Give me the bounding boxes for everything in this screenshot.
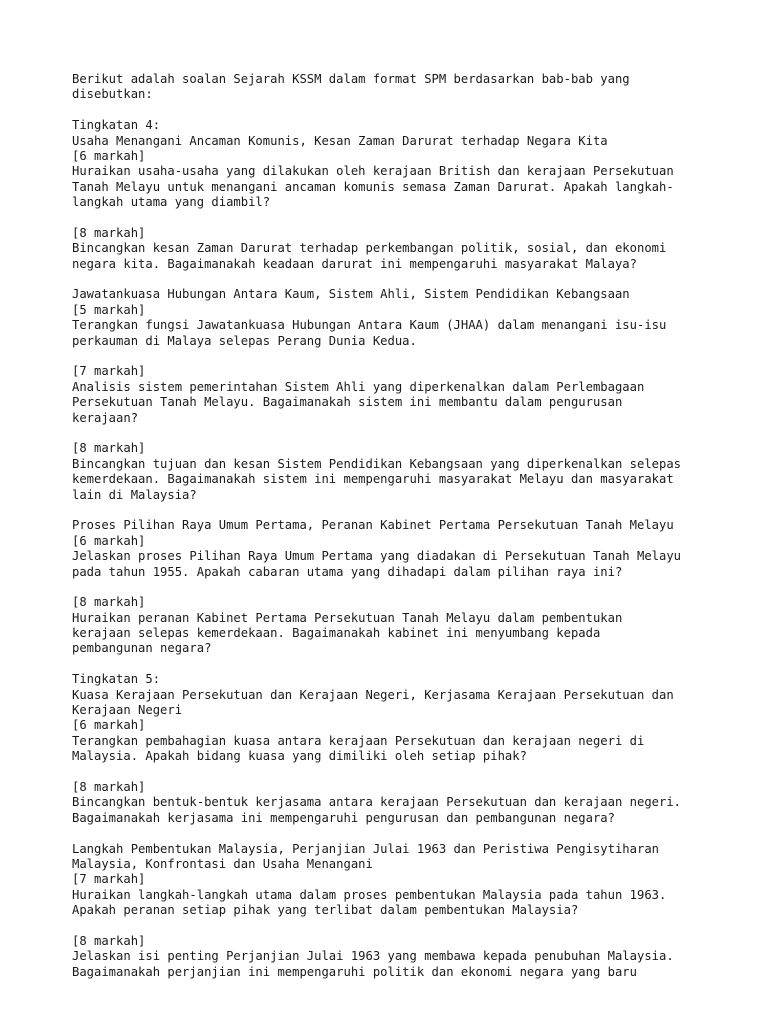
question-text: langkah utama yang diambil? bbox=[72, 195, 271, 210]
question-text: Huraikan langkah-langkah utama dalam proses pembentukan Malaysia pada tahun 1963. bbox=[72, 887, 667, 902]
question-text: Jelaskan isi penting Perjanjian Julai 1963 yang membawa kepada penubuhan Malaysia. bbox=[72, 949, 674, 964]
question-text: Bincangkan bentuk-bentuk kerjasama antara kerajaan Persekutuan dan kerajaan negeri. bbox=[72, 795, 682, 810]
blank-line bbox=[72, 503, 712, 518]
topic-heading: Jawatankuasa Hubungan Antara Kaum, Sistem Ahli, Sistem Pendidikan Kebangsaan bbox=[72, 287, 630, 302]
marks-label: [5 markah] bbox=[72, 302, 146, 317]
topic-heading: Kerajaan Negeri bbox=[72, 703, 183, 718]
question-text: Jelaskan proses Pilihan Raya Umum Pertama yang diadakan di Persekutuan Tanah Melayu bbox=[72, 549, 682, 564]
question-text: perkauman di Malaya selepas Perang Dunia Kedua. bbox=[72, 333, 417, 348]
marks-label: [8 markah] bbox=[72, 595, 146, 610]
blank-line bbox=[72, 826, 712, 841]
text-line: disebutkan: bbox=[72, 87, 153, 102]
marks-label: [6 markah] bbox=[72, 718, 146, 733]
document-body bbox=[72, 72, 712, 980]
question-text: Malaysia. Apakah bidang kuasa yang dimiliki oleh setiap pihak? bbox=[72, 749, 527, 764]
blank-line bbox=[72, 103, 712, 118]
question-text: kerajaan selepas kemerdekaan. Bagaimanakah kabinet ini menyumbang kepada bbox=[72, 626, 601, 641]
question-text: kemerdekaan. Bagaimanakah sistem ini mempengaruhi masyarakat Melayu dan masyarakat bbox=[72, 472, 674, 487]
question-text: Persekutuan Tanah Melayu. Bagaimanakah sistem ini membantu dalam pengurusan bbox=[72, 395, 623, 410]
question-text: Huraikan peranan Kabinet Pertama Persekutuan Tanah Melayu dalam pembentukan bbox=[72, 610, 623, 625]
question-text: Tanah Melayu untuk menangani ancaman komunis semasa Zaman Darurat. Apakah langkah- bbox=[72, 179, 674, 194]
blank-line bbox=[72, 657, 712, 672]
marks-label: [6 markah] bbox=[72, 148, 146, 163]
blank-line bbox=[72, 426, 712, 441]
topic-heading: Usaha Menangani Ancaman Komunis, Kesan Zaman Darurat terhadap Negara Kita bbox=[72, 133, 608, 148]
question-text: lain di Malaysia? bbox=[72, 487, 197, 502]
marks-label: [7 markah] bbox=[72, 364, 146, 379]
question-text: pada tahun 1955. Apakah cabaran utama yang dihadapi dalam pilihan raya ini? bbox=[72, 564, 623, 579]
question-text: Bagaimanakah kerjasama ini mempengaruhi pengurusan dan pembangunan negara? bbox=[72, 810, 615, 825]
topic-heading: Kuasa Kerajaan Persekutuan dan Kerajaan Negeri, Kerjasama Kerajaan Persekutuan dan bbox=[72, 687, 674, 702]
blank-line bbox=[72, 349, 712, 364]
blank-line bbox=[72, 765, 712, 780]
blank-line bbox=[72, 272, 712, 287]
marks-label: [8 markah] bbox=[72, 441, 146, 456]
marks-label: [7 markah] bbox=[72, 872, 146, 887]
marks-label: [8 markah] bbox=[72, 933, 146, 948]
marks-label: [8 markah] bbox=[72, 779, 146, 794]
question-text: Bagaimanakah perjanjian ini mempengaruhi politik dan ekonomi negara yang baru bbox=[72, 964, 637, 979]
marks-label: [8 markah] bbox=[72, 225, 146, 240]
topic-heading: Malaysia, Konfrontasi dan Usaha Menangani bbox=[72, 856, 373, 871]
question-text: Apakah peranan setiap pihak yang terlibat dalam pembentukan Malaysia? bbox=[72, 903, 579, 918]
question-text: Terangkan pembahagian kuasa antara kerajaan Persekutuan dan kerajaan negeri di bbox=[72, 733, 645, 748]
question-text: negara kita. Bagaimanakah keadaan darurat ini mempengaruhi masyarakat Malaya? bbox=[72, 256, 637, 271]
section-heading: Tingkatan 5: bbox=[72, 672, 161, 687]
question-text: Analisis sistem pemerintahan Sistem Ahli yang diperkenalkan dalam Perlembagaan bbox=[72, 379, 645, 394]
topic-heading: Proses Pilihan Raya Umum Pertama, Peranan Kabinet Pertama Persekutuan Tanah Melayu bbox=[72, 518, 674, 533]
text-line: Berikut adalah soalan Sejarah KSSM dalam format SPM berdasarkan bab-bab yang bbox=[72, 72, 630, 86]
question-text: Bincangkan kesan Zaman Darurat terhadap perkembangan politik, sosial, dan ekonomi bbox=[72, 241, 667, 256]
question-text: Huraikan usaha-usaha yang dilakukan oleh kerajaan British dan kerajaan Persekutuan bbox=[72, 164, 674, 179]
blank-line bbox=[72, 580, 712, 595]
topic-heading: Langkah Pembentukan Malaysia, Perjanjian Julai 1963 dan Peristiwa Pengisytiharan bbox=[72, 841, 659, 856]
marks-label: [6 markah] bbox=[72, 533, 146, 548]
question-text: Bincangkan tujuan dan kesan Sistem Pendidikan Kebangsaan yang diperkenalkan selepas bbox=[72, 456, 682, 471]
question-text: kerajaan? bbox=[72, 410, 139, 425]
blank-line bbox=[72, 211, 712, 226]
blank-line bbox=[72, 918, 712, 933]
question-text: pembangunan negara? bbox=[72, 641, 212, 656]
question-text: Terangkan fungsi Jawatankuasa Hubungan Antara Kaum (JHAA) dalam menangani isu-isu bbox=[72, 318, 667, 333]
section-heading: Tingkatan 4: bbox=[72, 118, 161, 133]
